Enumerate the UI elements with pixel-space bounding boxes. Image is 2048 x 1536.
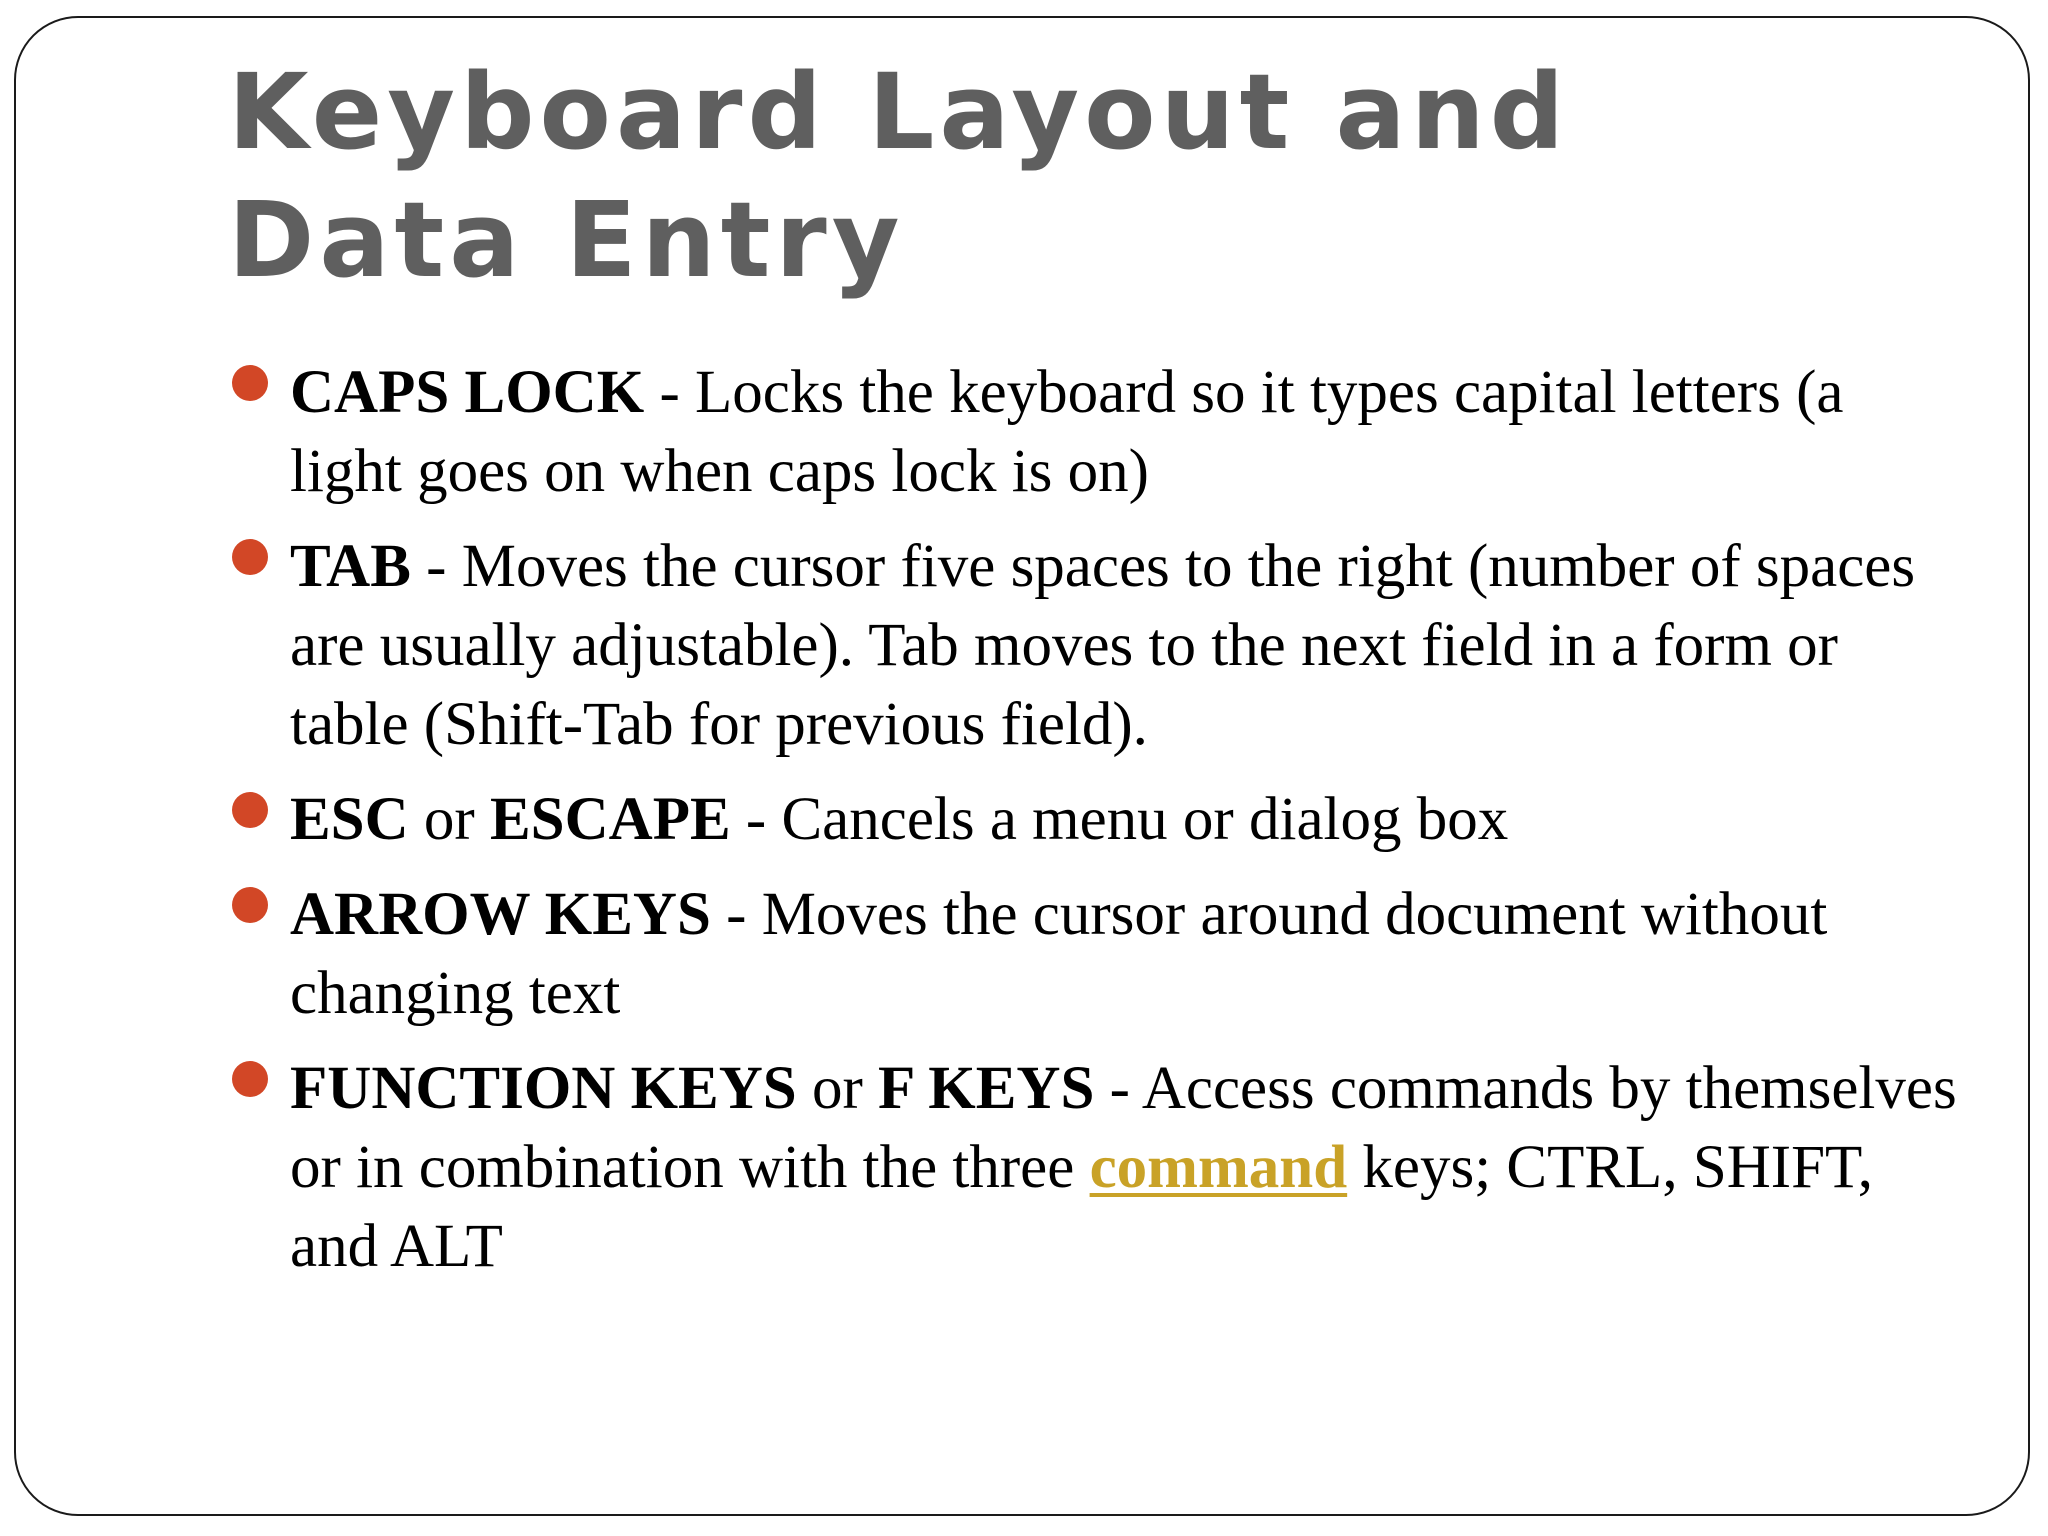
key-description: - Locks the keyboard so it types capital letters (a light goes on when caps lock is on)	[290, 359, 1844, 505]
key-term: TAB	[290, 533, 411, 600]
bullet-tab	[228, 527, 1958, 764]
slide-title: Keyboard Layout and Data Entry	[228, 51, 1570, 301]
key-conjunction: or	[796, 1055, 879, 1122]
key-description: - Moves the cursor five spaces to the right (number of spaces are usually adjustable). Tab moves to the next field in a form or table (Shift-Tab for previous field).	[290, 533, 1916, 758]
slide	[14, 16, 2030, 1516]
key-conjunction: or	[408, 786, 490, 853]
bullet-dot-icon	[232, 887, 268, 923]
key-term: FUNCTION KEYS	[290, 1055, 797, 1122]
bullet-function-keys	[228, 1049, 1958, 1286]
bullet-list	[228, 353, 1958, 1302]
key-term: ARROW KEYS	[290, 881, 711, 948]
bullet-arrow-keys	[228, 875, 1958, 1033]
key-term-alt: F KEYS	[878, 1055, 1095, 1122]
bullet-dot-icon	[232, 1061, 268, 1097]
key-description-end: keys; CTRL, SHIFT, and ALT	[290, 1134, 1874, 1280]
bullet-dot-icon	[232, 539, 268, 575]
bullet-dot-icon	[232, 792, 268, 828]
command-link[interactable]: command	[1089, 1134, 1348, 1201]
key-term-alt: ESCAPE	[490, 786, 731, 853]
key-description: - Moves the cursor around document without changing text	[290, 881, 1828, 1027]
key-description: - Cancels a menu or dialog box	[730, 786, 1509, 853]
bullet-dot-icon	[232, 365, 268, 401]
bullet-escape	[228, 780, 1958, 859]
key-term: CAPS LOCK	[290, 359, 645, 426]
bullet-caps-lock	[228, 353, 1958, 511]
key-term: ESC	[290, 786, 409, 853]
key-description: - Access commands by themselves or in combination with the three	[290, 1055, 1957, 1201]
